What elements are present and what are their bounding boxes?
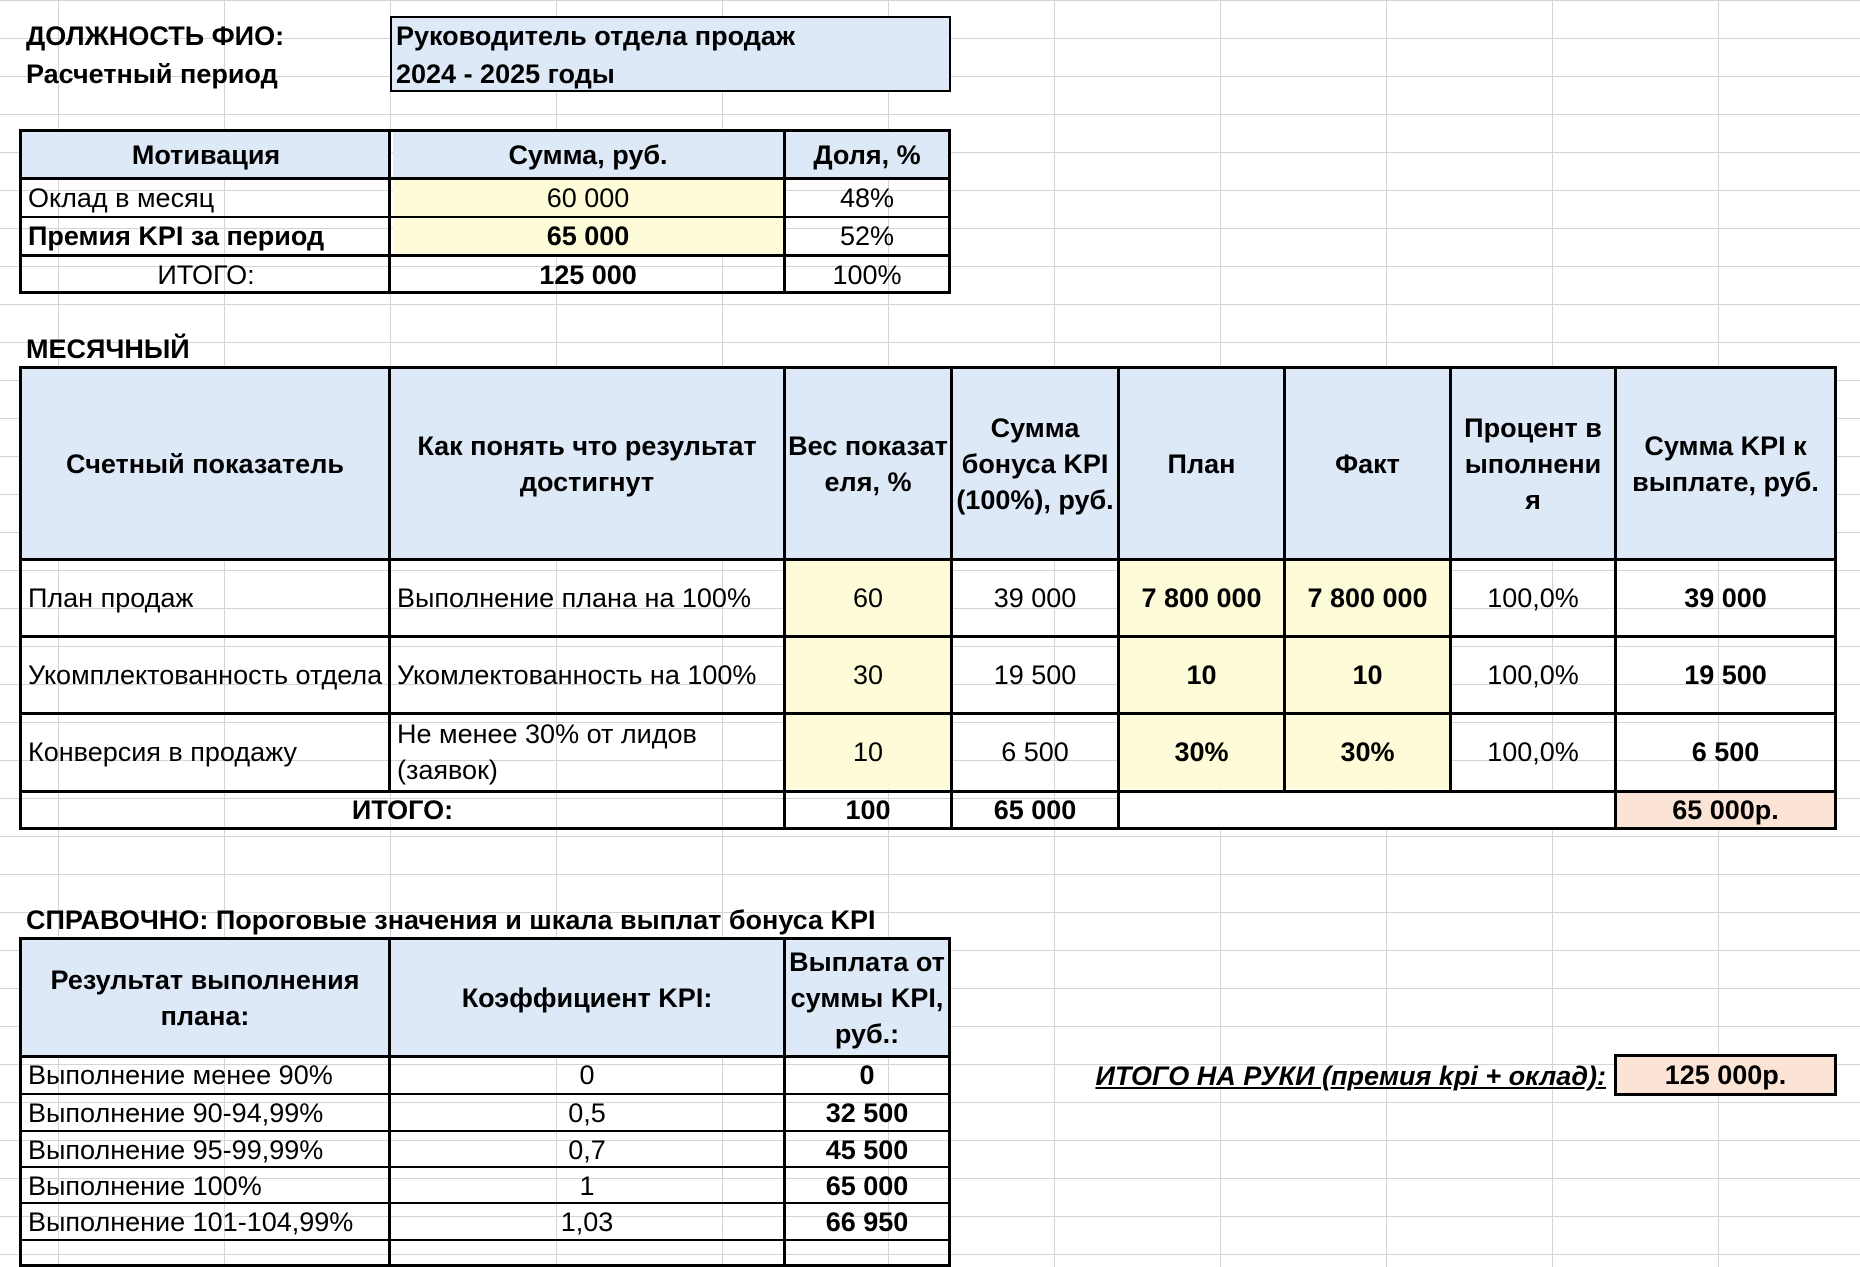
- motivation-row-name: Оклад в месяц: [28, 183, 215, 213]
- motivation-row-name: Премия KPI за период: [28, 221, 325, 251]
- divider: [1283, 366, 1286, 790]
- monthly-indicator: Укомплектованность отдела: [28, 660, 383, 690]
- monthly-percent: 100,0%: [1487, 737, 1579, 767]
- monthly-col-header: Процент выполнения: [1452, 369, 1614, 558]
- motivation-row-share: 52%: [839, 221, 895, 251]
- reference-payout: 65 000: [825, 1171, 909, 1201]
- reference-payout: 32 500: [825, 1098, 909, 1128]
- monthly-bonus: 39 000: [993, 583, 1077, 613]
- reference-col-header: Выплата от суммы KPI, руб.:: [786, 940, 948, 1055]
- reference-result: Выполнение 101-104,99%: [28, 1207, 354, 1237]
- reference-payout: 66 950: [825, 1207, 909, 1237]
- monthly-col-header: Факт: [1286, 369, 1449, 558]
- monthly-bonus: 6 500: [1001, 737, 1069, 767]
- monthly-payout: 6 500: [1691, 737, 1760, 767]
- reference-coef: 1,03: [560, 1207, 614, 1237]
- monthly-weight[interactable]: 30: [786, 638, 950, 712]
- reference-col-header: Результат выполнения плана:: [22, 940, 388, 1055]
- grand-total-value: 125 000р.: [1614, 1054, 1837, 1096]
- monthly-criterion: Выполнение плана на 100%: [397, 583, 751, 613]
- monthly-indicator: План продаж: [28, 583, 194, 613]
- monthly-total-payout: 65 000р.: [1617, 793, 1834, 827]
- reference-col-header: Коэффициент KPI:: [391, 940, 783, 1055]
- reference-payout: 0: [859, 1060, 875, 1090]
- monthly-payout: 39 000: [1684, 583, 1767, 613]
- motivation-row-sum[interactable]: 65 000: [393, 218, 783, 254]
- motivation-total-sum: 125 000: [539, 259, 637, 290]
- divider: [950, 366, 953, 830]
- monthly-payout: 19 500: [1684, 660, 1767, 690]
- divider: [19, 712, 1837, 715]
- divider: [783, 937, 786, 1267]
- divider: [19, 635, 1837, 638]
- motivation-col-header: Мотивация: [22, 132, 390, 177]
- divider: [783, 129, 786, 294]
- divider: [19, 177, 951, 180]
- monthly-plan[interactable]: 7 800 000: [1120, 561, 1283, 635]
- divider: [19, 1130, 951, 1132]
- divider: [19, 254, 951, 257]
- divider: [783, 366, 786, 830]
- monthly-total-label: ИТОГО:: [351, 795, 454, 825]
- motivation-col-header: Сумма, руб.: [393, 132, 783, 177]
- reference-coef: 0,7: [568, 1135, 606, 1165]
- monthly-title: МЕСЯЧНЫЙ: [26, 334, 190, 364]
- monthly-col-header: Сумма KPI к выплате, руб.: [1617, 369, 1834, 558]
- motivation-col-header: Доля, %: [786, 132, 948, 177]
- monthly-weight[interactable]: 10: [786, 715, 950, 789]
- monthly-col-header: План: [1120, 369, 1283, 558]
- reference-result: Выполнение 90-94,99%: [28, 1098, 324, 1128]
- motivation-total-label: ИТОГО:: [157, 259, 255, 290]
- position-value[interactable]: Руководитель отдела продаж: [396, 21, 796, 51]
- reference-result: Выполнение 100%: [28, 1171, 262, 1201]
- divider: [1117, 366, 1120, 830]
- monthly-col-header: Вес показателя, %: [786, 369, 950, 558]
- monthly-fact[interactable]: 10: [1286, 638, 1449, 712]
- motivation-row-share: 48%: [839, 183, 895, 213]
- monthly-total-weight: 100: [845, 795, 891, 825]
- monthly-plan[interactable]: 30%: [1120, 715, 1283, 789]
- divider: [19, 1055, 951, 1058]
- monthly-col-header: Сумма бонуса KPI (100%), руб.: [953, 369, 1117, 558]
- motivation-row-sum[interactable]: 60 000: [393, 180, 783, 216]
- motivation-total-share: 100%: [832, 259, 902, 290]
- reference-coef: 1: [579, 1171, 595, 1201]
- monthly-plan[interactable]: 10: [1120, 638, 1283, 712]
- monthly-total-blank: [1120, 793, 1614, 827]
- reference-title: СПРАВОЧНО: Пороговые значения и шкала выплат бонуса KPI: [26, 905, 876, 935]
- divider: [19, 216, 951, 218]
- monthly-percent: 100,0%: [1487, 660, 1579, 690]
- reference-coef: 0,5: [568, 1098, 606, 1128]
- period-label: Расчетный период: [26, 59, 278, 89]
- monthly-indicator: Конверсия в продажу: [28, 737, 297, 767]
- monthly-fact[interactable]: 7 800 000: [1286, 561, 1449, 635]
- divider: [388, 366, 391, 790]
- divider: [19, 1239, 951, 1241]
- reference-coef: 0: [579, 1060, 595, 1090]
- monthly-percent: 100,0%: [1487, 583, 1579, 613]
- divider: [388, 937, 391, 1267]
- grand-total-label: ИТОГО НА РУКИ (премия kpi + оклад):: [1095, 1061, 1606, 1091]
- monthly-bonus: 19 500: [993, 660, 1077, 690]
- divider: [19, 790, 1837, 793]
- reference-result: Выполнение 95-99,99%: [28, 1135, 324, 1165]
- period-value[interactable]: 2024 - 2025 годы: [396, 59, 615, 89]
- divider: [388, 129, 391, 294]
- divider: [1449, 366, 1452, 790]
- divider: [1614, 366, 1617, 830]
- divider: [19, 1202, 951, 1204]
- reference-payout: 45 500: [825, 1135, 909, 1165]
- divider: [19, 1166, 951, 1168]
- monthly-criterion: Не менее 30% от лидов (заявок): [397, 719, 697, 785]
- divider: [19, 558, 1837, 561]
- monthly-col-header: Как понять что результат достигнут: [391, 369, 783, 558]
- reference-result: Выполнение менее 90%: [28, 1060, 333, 1090]
- monthly-criterion: Укомлектованность на 100%: [397, 660, 757, 690]
- monthly-col-header: Счетный показатель: [22, 369, 388, 558]
- monthly-weight[interactable]: 60: [786, 561, 950, 635]
- monthly-total-bonus: 65 000: [993, 795, 1077, 825]
- position-label: ДОЛЖНОСТЬ ФИО:: [26, 21, 285, 51]
- monthly-fact[interactable]: 30%: [1286, 715, 1449, 789]
- divider: [19, 1093, 951, 1095]
